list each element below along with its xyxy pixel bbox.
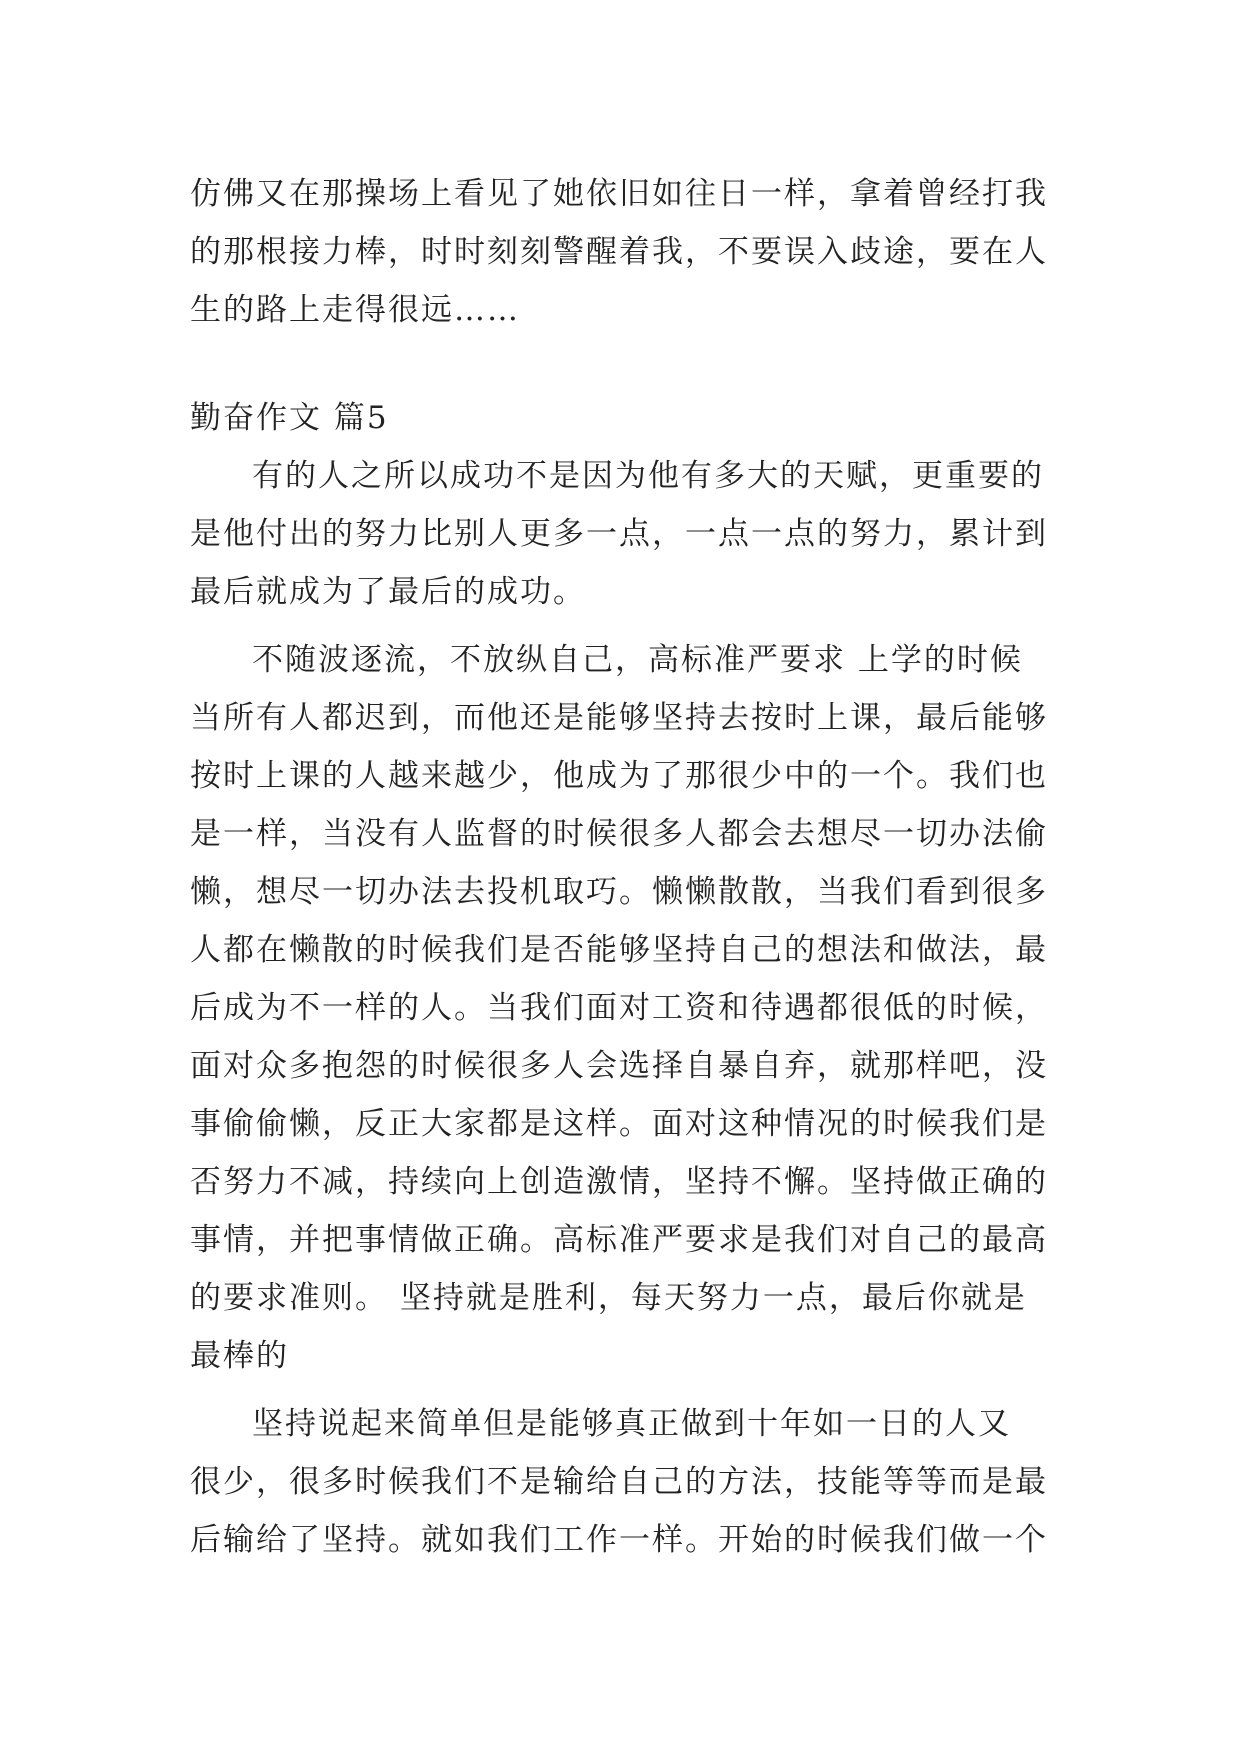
text-line: 的要求准则。 坚持就是胜利，每天努力一点，最后你就是 — [190, 1280, 1027, 1316]
text-line: 事偷偷懒，反正大家都是这样。面对这种情况的时候我们是 — [190, 1106, 1048, 1142]
intro-paragraph — [190, 165, 1070, 339]
text-line: 坚持说起来简单但是能够真正做到十年如一日的人又 — [252, 1406, 1011, 1442]
paragraph-2 — [190, 631, 1070, 1385]
text-line: 面对众多抱怨的时候很多人会选择自暴自弃，就那样吧，没 — [190, 1048, 1048, 1084]
text-line: 人都在懒散的时候我们是否能够坚持自己的想法和做法，最 — [190, 932, 1048, 968]
paragraph-1 — [190, 447, 1070, 621]
text-line: 后成为不一样的人。当我们面对工资和待遇都很低的时候， — [190, 990, 1048, 1026]
section-heading: 勤奋作文 篇5 — [190, 400, 389, 436]
text-line: 是一样，当没有人监督的时候很多人都会去想尽一切办法偷 — [190, 816, 1048, 852]
text-line: 最棒的 — [190, 1338, 289, 1374]
text-line: 是他付出的努力比别人更多一点，一点一点的努力，累计到 — [190, 516, 1048, 552]
text-line: 有的人之所以成功不是因为他有多大的天赋，更重要的 — [252, 458, 1044, 494]
text-line: 事情，并把事情做正确。高标准严要求是我们对自己的最高 — [190, 1222, 1048, 1258]
text-line: 生的路上走得很远…… — [190, 292, 520, 328]
text-line: 当所有人都迟到，而他还是能够坚持去按时上课，最后能够 — [190, 700, 1048, 736]
text-line: 不随波逐流，不放纵自己，高标准严要求 上学的时候 — [252, 642, 1023, 678]
text-line: 的那根接力棒，时时刻刻警醒着我，不要误入歧途，要在人 — [190, 234, 1048, 270]
document-page — [190, 165, 1070, 1569]
text-line: 仿佛又在那操场上看见了她依旧如往日一样，拿着曾经打我 — [190, 176, 1048, 212]
text-line: 否努力不减，持续向上创造激情，坚持不懈。坚持做正确的 — [190, 1164, 1048, 1200]
text-line: 懒，想尽一切办法去投机取巧。懒懒散散，当我们看到很多 — [190, 874, 1048, 910]
text-line: 很少，很多时候我们不是输给自己的方法，技能等等而是最 — [190, 1464, 1048, 1500]
text-line: 后输给了坚持。就如我们工作一样。开始的时候我们做一个 — [190, 1522, 1048, 1558]
paragraph-3 — [190, 1395, 1070, 1569]
text-line: 按时上课的人越来越少，他成为了那很少中的一个。我们也 — [190, 758, 1048, 794]
text-line: 最后就成为了最后的成功。 — [190, 574, 586, 610]
